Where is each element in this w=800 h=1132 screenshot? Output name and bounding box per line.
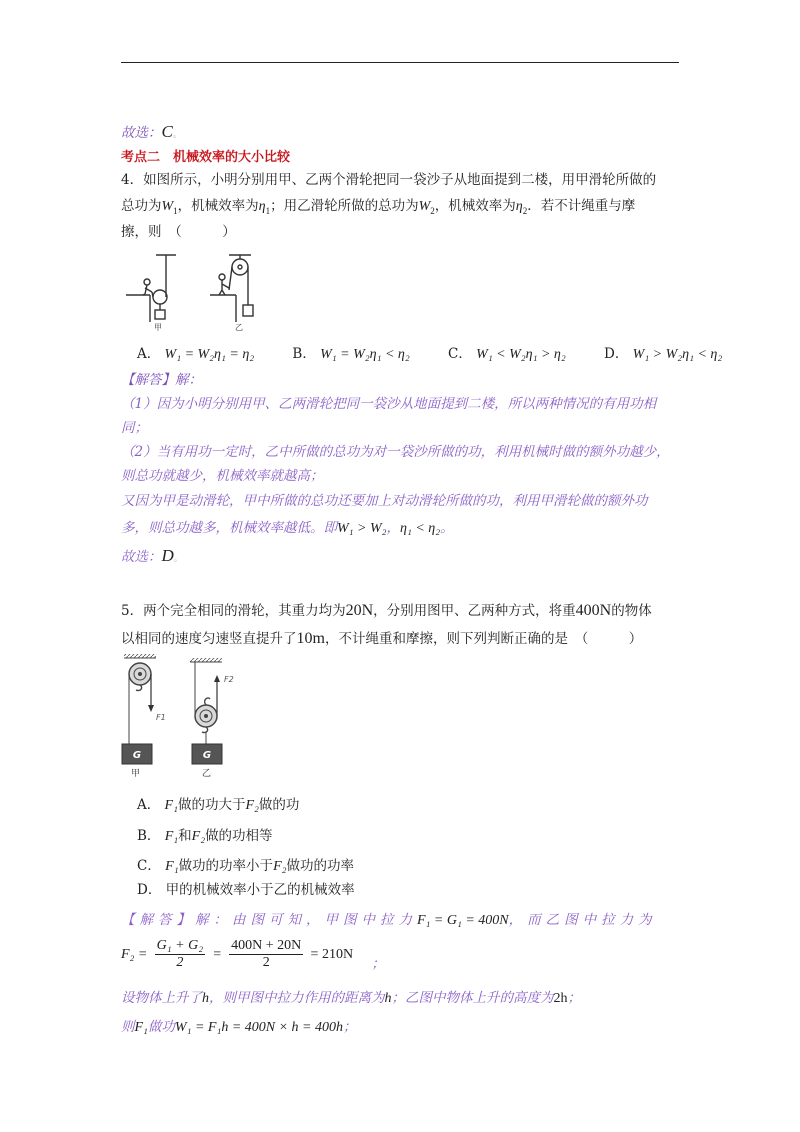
q4-option-b[interactable]: B． W₁ = W₂η₁ < η₂ <box>292 346 410 362</box>
q5-solution-line3: 设物体上升了h，则甲图中拉力作用的距离为h；乙图中物体上升的高度为2h； <box>121 990 581 1006</box>
q5-pulley-weight: 20N <box>345 602 374 619</box>
q5-option-d[interactable]: D． 甲的机械效率小于乙的机械效率 <box>137 882 355 898</box>
q4-solution-p3-line1: 又因为甲是动滑轮，甲中所做的总功还要加上对动滑轮所做的功，利用甲滑轮做的额外功 <box>121 493 648 509</box>
prev-answer-line <box>121 122 182 145</box>
header-rule <box>121 62 679 63</box>
q4-line1: 4．如图所示，小明分别用甲、乙两个滑轮把同一袋沙子从地面提到二楼，用甲滑轮所做的 <box>121 172 657 188</box>
q5-object-weight: 400N <box>575 602 612 619</box>
q4-text: ，机械效率为 <box>434 198 516 214</box>
q4-w1: $W_1$ <box>161 199 178 216</box>
q4-text: 总功为 <box>121 198 162 214</box>
q4-solution-heading: 【解答】解： <box>121 372 202 388</box>
section-title: 考点二 机械效率的大小比较 <box>121 150 291 165</box>
q4-pulley-figure <box>120 250 290 335</box>
q5-solution-line1: 【解答】解：由图可知，甲图中拉力F₁ = G₁ = 400N，而乙图中拉力为 <box>121 912 657 928</box>
q5-option-b[interactable]: B． F₁和F₂做的功相等 <box>137 828 273 844</box>
f2-label: F2 <box>224 675 234 684</box>
q5-height: 10m <box>296 630 325 647</box>
q4-expr-w: W₁ > W₂ <box>337 521 387 536</box>
q5-option-a[interactable]: A． F₁做的功大于F₂做的功 <box>137 797 300 813</box>
q4-eta2: $\eta_2$ <box>515 199 528 216</box>
q5-expr-f1: F₁ = G₁ = 400N <box>417 913 509 928</box>
q4-text: ．若不计绳重与摩 <box>527 198 636 214</box>
q4-option-a[interactable]: A． W₁ = W₂η₁ = η₂ <box>137 346 255 362</box>
figure-label-jia: 甲 <box>154 323 162 332</box>
fraction-g1-g2: $\frac{\text{G₁ + G₂}}{2}$ <box>156 938 204 970</box>
fraction-400-20: $\frac{400N + 20N}{2}$ <box>231 938 302 970</box>
q5-line1: 5．两个完全相同的滑轮，其重力均为20N，分别用图甲、乙两种方式，将重400N的物体 <box>121 602 652 619</box>
q4-solution-p1-line1: （1）因为小明分别用甲、乙两滑轮把同一袋沙从地面提到二楼，所以两种情况的有用功相 <box>121 396 657 412</box>
q4-solution-p2-line2: 则总功就越少，机械效率就越高； <box>121 468 324 484</box>
prev-answer-prefix: 故选： <box>121 125 162 141</box>
q4-line3: 擦，则 （ ） <box>121 224 236 240</box>
q5-solution-line2: F₂ = $\frac{\text{G₁ + G₂}}{2}$ = $\frac{400N + 20N}{2}$ = 210N ； <box>121 938 385 972</box>
q5-option-c[interactable]: C． F₁做功的功率小于F₂做功的功率 <box>137 858 354 874</box>
q4-solution-p1-line2: 同； <box>121 420 148 436</box>
q4-option-d[interactable]: D． W₁ > W₂η₁ < η₂ <box>604 346 723 362</box>
q4-answer-prefix: 故选： <box>121 549 162 565</box>
q4-expr-eta: η₁ < η₂ <box>400 521 441 536</box>
q5-label-yi: 乙 <box>202 769 212 779</box>
q4-option-c[interactable]: C． W₁ < W₂η₁ > η₂ <box>448 346 566 362</box>
q4-text: ；用乙滑轮所做的总功为 <box>270 198 419 214</box>
figure-label-yi: 乙 <box>235 323 243 332</box>
q4-text: ，机械效率为 <box>177 198 259 214</box>
q4-answer-choice: D <box>161 546 174 565</box>
q5-pulley-figure <box>120 652 250 782</box>
q5-solution-line4: 则F₁做功W₁ = F₁h = 400N × h = 400h； <box>121 1019 357 1035</box>
q4-solution-p3-line2: 多，则总功越多，机械效率越低。即W₁ > W₂，η₁ < η₂。 <box>121 520 454 536</box>
weight-label-yi: G <box>202 750 212 761</box>
q4-w2: $W_2$ <box>418 199 435 216</box>
prev-answer-choice: C <box>161 122 173 141</box>
prev-answer-suffix: 。 <box>172 130 182 140</box>
weight-label-jia: G <box>132 750 142 761</box>
q4-options <box>137 344 756 365</box>
q4-solution-p2-line1: （2）当有用功一定时，乙中所做的总功为对一袋沙所做的功，利用机械时做的额外功越少， <box>121 444 670 460</box>
f1-label: F1 <box>156 713 166 722</box>
q4-answer-line: 故选：D。 <box>121 546 183 565</box>
q4-eta1: $\eta_1$ <box>258 199 271 216</box>
q5-label-jia: 甲 <box>131 769 141 779</box>
q4-line2 <box>121 196 635 221</box>
q5-expr-w1: W₁ = F₁h = 400N × h = 400h <box>174 1020 343 1035</box>
q5-line2: 以相同的速度匀速竖直提升了10m，不计绳重和摩擦，则下列判断正确的是 （ ） <box>121 630 643 647</box>
